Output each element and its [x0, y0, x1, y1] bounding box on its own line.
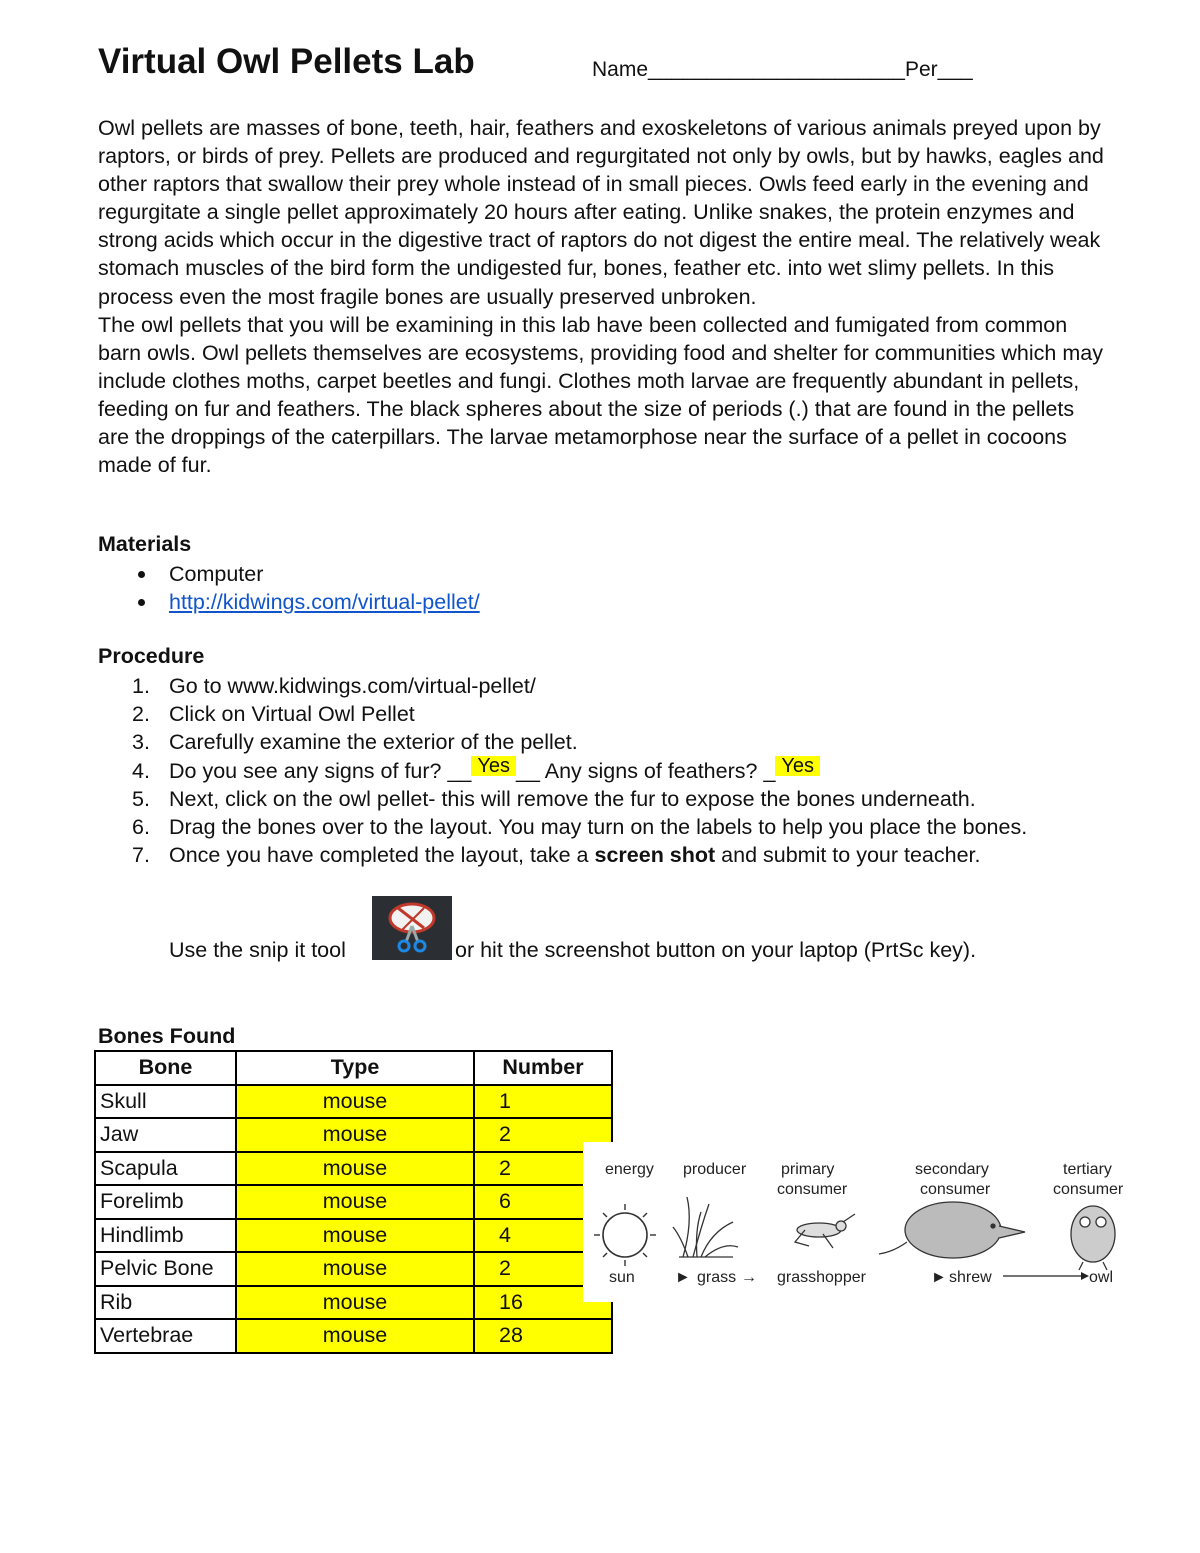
- intro-paragraph-2: The owl pellets that you will be examining in this lab have been collected and fumigated from common barn owls. Owl pellets themselves are ecosystems, providing food and shelter for communities which may include clothes moths, carpet beetles and fungi. Clothes moth larvae are frequently abundant in pellets, feeding on fur and feathers. The black spheres about the size of periods (.) that are found in the pellets are the droppings of the caterpillars. The larvae metamorphose near the surface of a pellet in cocoons made of fur.: [98, 312, 1103, 478]
- snipping-tool-icon: [372, 896, 452, 960]
- role-tertiary-label: tertiary: [1063, 1161, 1112, 1178]
- feathers-answer: Yes: [775, 756, 820, 776]
- fur-answer: Yes: [471, 756, 516, 776]
- organism-grass-label: grass: [697, 1269, 737, 1286]
- column-header-number: Number: [474, 1051, 612, 1085]
- list-item: [98, 588, 480, 616]
- snip-instruction-continued: or hit the screenshot button on your laptop (PrtSc key).: [455, 938, 977, 962]
- arrow-icon: →: [741, 1269, 757, 1286]
- role-primary-label-2: consumer: [777, 1181, 848, 1198]
- procedure-step: 2. Click on Virtual Owl Pellet: [132, 702, 415, 727]
- arrow-icon: ►: [675, 1269, 691, 1286]
- bullet-icon: [138, 599, 145, 606]
- procedure-list: [98, 672, 1098, 869]
- role-tertiary-label-2: consumer: [1053, 1181, 1124, 1198]
- name-period-line: Name______________________Per___: [592, 58, 973, 81]
- list-item: Computer: [98, 560, 480, 588]
- food-chain-diagram: [583, 1142, 1163, 1302]
- column-header-type: Type: [236, 1051, 474, 1085]
- table-row: Pelvic Bone mouse 2: [95, 1252, 612, 1286]
- role-secondary-label: secondary: [915, 1161, 989, 1178]
- role-producer-label: producer: [683, 1161, 747, 1178]
- bullet-icon: [138, 571, 145, 578]
- procedure-heading: Procedure: [98, 644, 205, 668]
- table-row: Forelimb mouse 6: [95, 1185, 612, 1219]
- procedure-step: 7. Once you have completed the layout, take a screen shot and submit to your teacher.: [132, 843, 981, 868]
- organism-grasshopper-label: grasshopper: [777, 1269, 866, 1286]
- materials-list: [98, 560, 480, 616]
- procedure-step: 4. Do you see any signs of fur? __ Yes __ Any signs of feathers? _ Yes: [98, 757, 1098, 785]
- table-row: Rib mouse 16: [95, 1286, 612, 1320]
- page-title: Virtual Owl Pellets Lab: [98, 42, 475, 81]
- table-header-row: [95, 1051, 612, 1085]
- bones-found-heading: Bones Found: [98, 1024, 236, 1048]
- table-row: Hindlimb mouse 4: [95, 1219, 612, 1253]
- organism-owl-label: owl: [1089, 1269, 1114, 1286]
- column-header-bone: Bone: [95, 1051, 236, 1085]
- intro-text: [98, 114, 1108, 479]
- role-secondary-label-2: consumer: [920, 1181, 991, 1198]
- table-row: Scapula mouse 2: [95, 1152, 612, 1186]
- organism-shrew-label: shrew: [949, 1269, 992, 1286]
- role-energy-label: energy: [605, 1161, 654, 1178]
- procedure-step: 1. Go to www.kidwings.com/virtual-pellet/: [132, 674, 536, 698]
- bones-table: [94, 1050, 613, 1354]
- table-row: Vertebrae mouse 28: [95, 1319, 612, 1353]
- procedure-step: 3. Carefully examine the exterior of the pellet.: [132, 730, 578, 755]
- snip-instruction: Use the snip it tool: [169, 938, 346, 962]
- organism-sun-label: sun: [609, 1269, 635, 1286]
- procedure-step: 5. Next, click on the owl pellet- this will remove the fur to expose the bones underneath.: [132, 786, 976, 811]
- table-row: Jaw mouse 2: [95, 1118, 612, 1152]
- kidwings-link[interactable]: http://kidwings.com/virtual-pellet/: [169, 590, 480, 614]
- intro-paragraph-1: Owl pellets are masses of bone, teeth, hair, feathers and exoskeletons of various animals preyed upon by raptors, or birds of prey. Pellets are produced and regurgitated not only by owls, but by hawks, eagles and other raptors that swallow their prey whole instead of in small pieces. Owls feed early in the evening and regurgitate a single pellet approximately 20 hours after eating. Unlike snakes, the protein enzymes and strong acids which occur in the digestive tract of raptors do not digest the entire meal. The relatively weak stomach muscles of the bird form the undigested fur, bones, feather etc. into wet slimy pellets. In this process even the most fragile bones are usually preserved unbroken.: [98, 116, 1104, 309]
- materials-heading: Materials: [98, 532, 192, 556]
- table-row: Skull mouse 1: [95, 1085, 612, 1119]
- arrow-icon: ►: [931, 1269, 947, 1286]
- procedure-step: 6. Drag the bones over to the layout. You may turn on the labels to help you place the bones.: [132, 815, 1028, 840]
- role-primary-label: primary: [781, 1161, 835, 1178]
